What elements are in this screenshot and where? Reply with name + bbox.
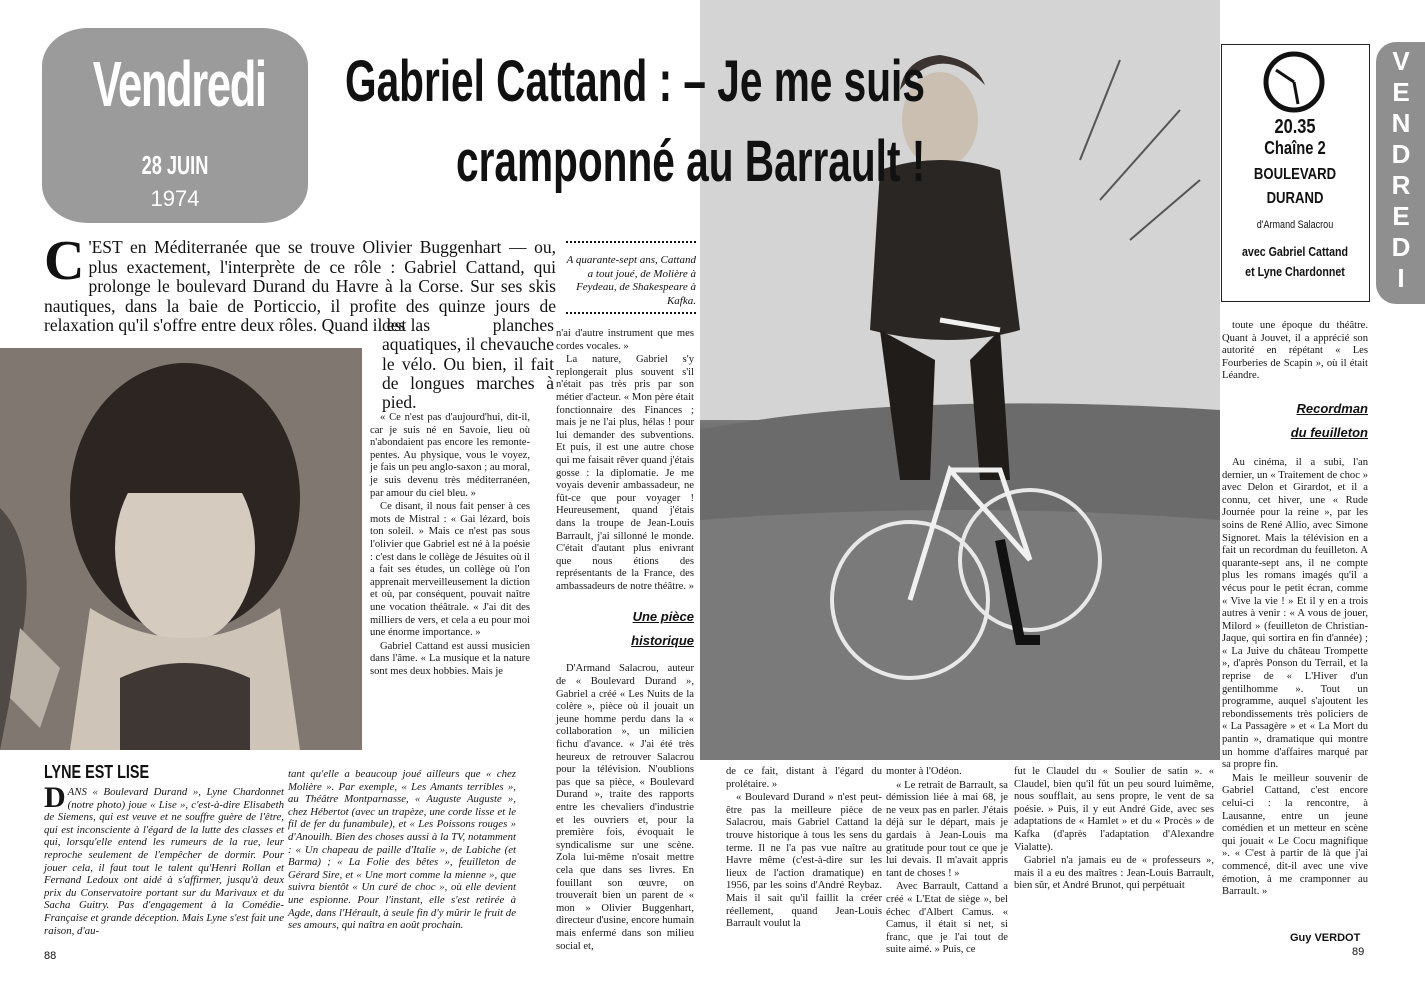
portrait-illustration — [0, 348, 362, 750]
paragraph: fut le Claudel du « Soulier de satin ». « Claudel, bien qu'il fût un peu sourd luimême, nous soufflait, au sens propre, le vent de sa poésie. » Puis, il y eut André Gide, avec ses adaptations de « Hamlet » et du « Procès » de Kafka (d'après l'adaptation d'Alexandre Vialatte). — [1014, 766, 1214, 853]
headline-line2 — [456, 130, 925, 194]
program-author: d'Armand Salacrou — [1256, 219, 1334, 231]
column-c — [726, 766, 882, 932]
side-tab-letter: D — [1391, 232, 1411, 262]
clock-icon — [1252, 50, 1336, 114]
paragraph: Mais le meilleur souvenir de Gabriel Cattand, c'est encore celui-ci : la rencontre, à Lausanne, entre un jeune comédien et un metteur en scène qui jouait « Le Cocu magnifique ». « C'est à partir de là que j'ai commencé, dit-il avec une vive émotion, à me cramponner au Barrault. » — [1222, 772, 1368, 898]
page-number-right: 89 — [1352, 946, 1365, 958]
paragraph: La nature, Gabriel s'y replongerait plus souvent s'il n'était pas très pris par son métier d'acteur. « Mon père était fonctionnaire des Finances ; mais je ne l'ai plus, hélas ! pour lui demander des subventions. Et puis, il est une autre chose qui me faisait rêver quand j'étais gosse : la diplomatie. Je me voyais devenir ambassadeur, ne fût-ce que pour voyager ! Heureusement, quand j'étais dans la troupe de Jean-Louis Barrault, j'ai sillonné le monde. C'était d'autant plus enivrant que nous étions des représentants de la France, des ambassadeurs de notre théâtre. » — [556, 354, 694, 592]
program-title-2: DURAND — [1266, 190, 1324, 207]
intro-dropcap: C — [44, 230, 85, 292]
date-label: 28 JUIN — [141, 150, 209, 180]
subhead-une-piece: Une pièce — [632, 609, 694, 625]
headline-line1 — [345, 50, 925, 114]
paragraph: D'Armand Salacrou, auteur de « Boulevard Durand », Gabriel a créé « Les Nuits de la colère », pièce où il jouait un jeune homme perdu dans la « collaboration », un milicien fichu d'avance. « J'ai été très heureux de retrouver Salacrou pour la télévision. N'oublions pas que sa pièce, « Boulevard Durand », traite des rapports entre les chevaliers d'industrie et les ouvriers et, pour la première fois, évoquait le syndicalisme sur une scène. Zola lui-même n'osait mettre cela que dans ses livres. En fouillant son œuvre, on trouverait bien un parent de « mon » Olivier Buggenhart, directeur d'usine, encore humain mais enfermé dans son milieu social et, — [556, 663, 694, 952]
day-label: Vendredi — [92, 48, 266, 120]
program-time: 20.35 — [1274, 116, 1316, 138]
side-tab-letter: V — [1392, 46, 1410, 76]
author-signature: Guy VERDOT — [1290, 932, 1361, 944]
paragraph: Au cinéma, il a subi, l'an dernier, un « Traitement de choc » avec Delon et Girardot, et il a connu, cet hiver, une « Rude Journée pour la reine », par les soins de René Allio, avec Simone Signoret. Mais la télévision en a fait un recordman du feuilleton. A quarante-sept ans, il ne compte plus les romans imagés qu'il a vécus pour le petit écran, comme « Vive la vie ! » Et il y en a trois autres à venir : « A vous de jouer, Milord » (feuilleton de Christian-Jaque, qui sortira en fin d'année) ; « La Juive du château Trompette », d'après Ponson du Terrail, et la reprise de « L'Hiver d'un gentilhomme ». Tout un programme, auquel s'ajoutent les rebondissements très policiers de « La Passagère » et « La Mort du pantin », dramatique qui montre un homme d'affaires marqué par sa propre fin. — [1222, 456, 1368, 771]
paragraph: Ce disant, il nous fait penser à ces mots de Mistral : « Gai lézard, bois ton soleil. » Mais ce n'est pas sous l'olivier que Gabriel est né à la poésie : c'est dans le collège de Jésuites où il a fait ses études, un collège où l'on apprenait merveilleusement la diction et où, par conséquent, pouvait naître une vocation théâtrale. « J'ai dit des milliers de vers, et cela a eu pour moi une énorme importance. » — [370, 501, 530, 639]
headline-part: Gabriel Cattand : – Je — [345, 49, 763, 114]
subhead-feuilleton: du feuilleton — [1290, 424, 1368, 440]
program-title-1: BOULEVARD — [1253, 166, 1337, 183]
column-a — [370, 412, 530, 679]
paragraph: toute une époque du théâtre. Quant à Jouvet, il a apprécié son autorité en répétant « Les Fourberies de Scapin », où il était Léandre. — [1222, 320, 1368, 382]
intro-continuation: des planches aquatiques, il chevauche le vélo. Ou bien, il fait de longues marches à pied. — [382, 315, 554, 413]
subhead-historique: historique — [631, 633, 694, 649]
column-b — [556, 328, 694, 954]
bicycle-illustration — [700, 0, 1220, 760]
lyne-text-2: tant qu'elle a beaucoup joué ailleurs que « chez Molière ». Par exemple, « Les Amants terribles », au Théâtre Montparnasse, « Auguste Auguste », chez Hébertot (avec un trapèze, une corde lisse et le fil de fer du funambule), et « Les Poissons rouges » d'Anouilh. Bien des choses aussi à la TV, notamment : « Un chapeau de paille d'Italie », de Labiche (et Barma) ; « La Folie des bêtes », feuilleton de Gérard Sire, et « Une mort comme la mienne », que suivra bientôt « Un curé de choc », où elle devient une espionne. Pour l'instant, elle s'est retirée à Agde, dans l'Hérault, à seule fin d'y mûrir le fruit de ses amours, qui naîtra en août prochain. — [288, 768, 516, 932]
side-tab-letter: R — [1391, 170, 1411, 200]
program-cast-2: et Lyne Chardonnet — [1245, 264, 1345, 279]
headline-part: cramponné au — [456, 129, 734, 194]
side-tab-letter: E — [1392, 201, 1410, 231]
paragraph: « Le retrait de Barrault, sa démission liée à mai 68, je ne veux pas en parler. J'étais déjà sur le départ, mais je gardais à Jean-Louis ma gratitude pour tout ce que je lui devais. Il m'avait appris tant de choses ! » — [886, 779, 1008, 879]
side-tab-letter: D — [1391, 139, 1411, 169]
page-number-left: 88 — [44, 950, 57, 962]
lyne-text-1 — [44, 781, 284, 937]
paragraph: « Ce n'est pas d'aujourd'hui, dit-il, car je suis né en Savoie, lieu où n'abondaient pas encore les remonte-pentes. Au physique, vous le voyez, je fais un peu anglo-saxon ; au moral, je suis devenu très méditerranéen, par amour du ciel bleu. » — [370, 412, 530, 499]
side-tab-letter: I — [1397, 263, 1405, 293]
program-cast-1: avec Gabriel Cattand — [1241, 244, 1349, 259]
intro-text: 'EST en Méditerranée que se trouve Olivier Buggenhart — ou, plus exactement, l'interprète de ce rôle : Gabriel Cattand, qui prolonge le boulevard Durand du Havre à la Corse. Sur ses skis nautiques, dans la baie de Porticcio, il profite des quinze jours de relaxation qu'il s'offre entre deux rôles. Quand il est las — [44, 237, 556, 335]
caption-rule-top — [566, 241, 696, 243]
lyne-paragraph: ANS « Boulevard Durand », Lyne Chardonnet (notre photo) joue « Lise », c'est-à-dire Elisabeth de Siemens, qui est veuve et ne souffre guère de l'être, qui est inconsciente à l'égard de la lutte des classes et qui, lorsqu'elle entend les rumeurs de la rue, leur reproche seulement de l'empêcher de dormir. Pour jouer cela, il faut tout le talent qu'Henri Rollan et Fernand Ledoux ont aidé à s'affirmer, jusqu'à deux prix du Conservatoire portant sur du Marivaux et du Sacha Guitry. Pas d'engagement à la Comédie-Française et grande déception. Mais Lyne s'est fait une raison, d'au- — [44, 786, 284, 937]
side-tab-letter: E — [1392, 77, 1410, 107]
photo-caption: A quarante-sept ans, Cattand a tout joué, de Molière à Feydeau, de Shakespeare à Kafka. — [566, 254, 696, 307]
photo-lyne-chardonnet — [0, 348, 362, 750]
paragraph: Gabriel Cattand est aussi musicien dans l'âme. « La musique et la nature sont mes deux hobbies. Mais je — [370, 640, 530, 677]
paragraph: de ce fait, distant à l'égard du prolétaire. » — [726, 766, 882, 790]
subhead-recordman: Recordman — [1296, 400, 1368, 416]
paragraph: Avec Barrault, Cattand a créé « L'Etat de siège », bel échec d'Albert Camus. « Camus, il était si net, si franc, que je l'ai tout de suite aimé. » Puis, ce — [886, 881, 1008, 956]
photo-cattand-bicycle — [700, 0, 1220, 760]
paragraph: n'ai d'autre instrument que mes cordes vocales. » — [556, 328, 694, 352]
caption-rule-bottom — [566, 312, 696, 314]
lyne-title: LYNE EST LISE — [44, 762, 150, 782]
program-channel: Chaîne 2 — [1264, 138, 1326, 158]
year-label: 1974 — [150, 186, 200, 211]
column-f — [1222, 320, 1368, 900]
side-tab-letter: N — [1391, 108, 1411, 138]
column-d — [886, 766, 1008, 958]
column-e — [1014, 766, 1214, 894]
paragraph: monter à l'Odéon. — [886, 766, 962, 777]
headline-part: me suis — [773, 49, 925, 114]
lyne-dropcap: D — [44, 781, 66, 814]
paragraph: « Boulevard Durand » n'est peut-être pas la meilleure pièce de Salacrou, mais Gabriel Cattand la trouve historique à tous les sens du terme. Il ne l'a pas vue naître au Havre même (c'est-à-dire sur les lieux de l'action dramatique) en 1956, par les soins d'André Reybaz. Mais il sait qu'il faillit la créer réellement, quand Jean-Louis Barrault voulut la — [726, 792, 882, 930]
headline-part: Barrault ! — [744, 129, 926, 194]
paragraph: Gabriel n'a jamais eu de « professeurs », mais il a eu des maîtres : Jean-Louis Barrault, bien sûr, et André Brunot, qui perpétuait — [1014, 855, 1214, 892]
